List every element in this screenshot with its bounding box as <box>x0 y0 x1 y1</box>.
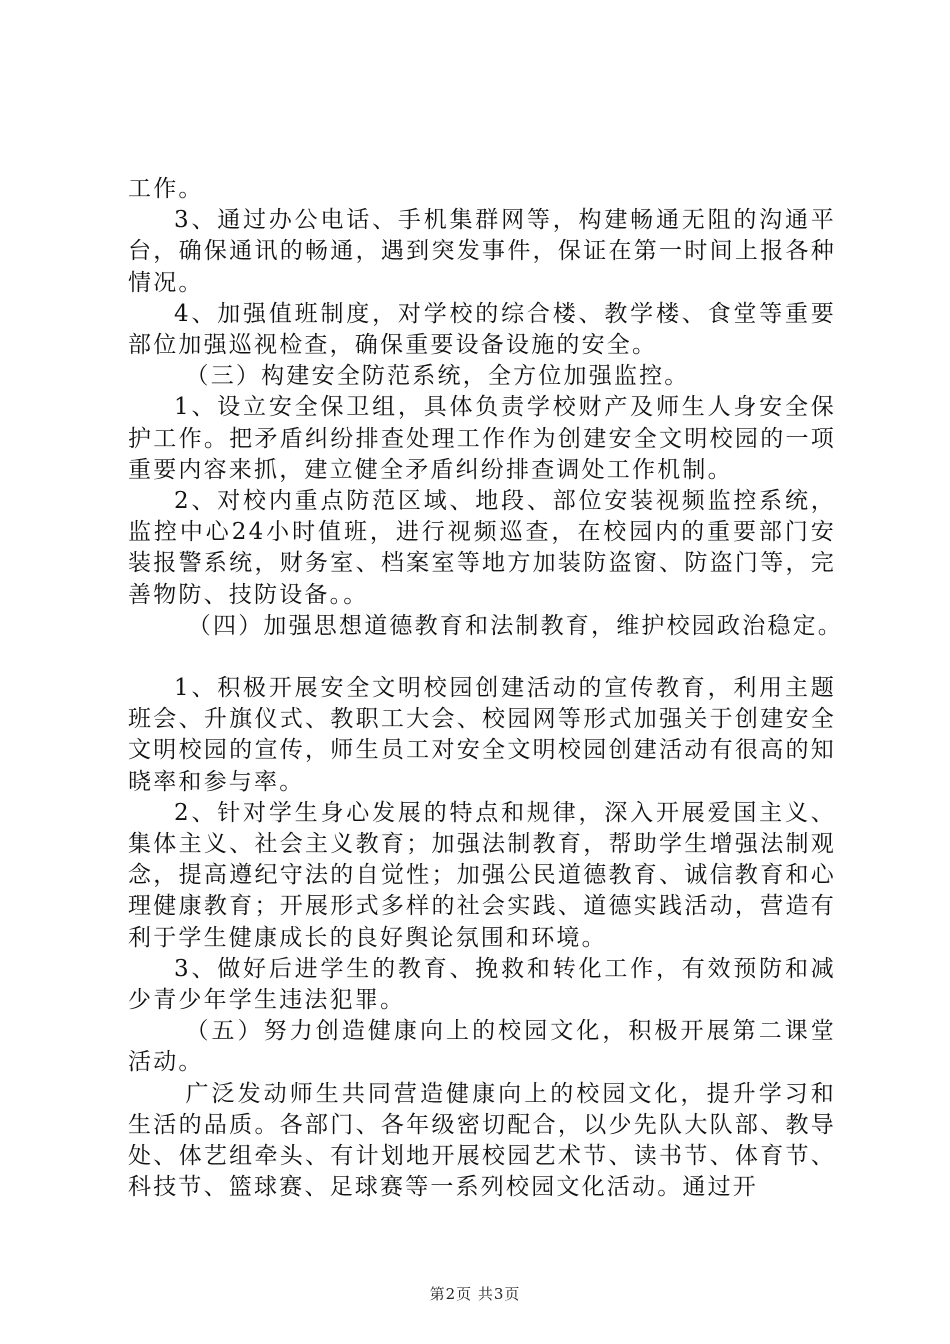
document-body <box>128 174 843 1204</box>
paragraph-continuation: 工作。 <box>128 176 204 202</box>
paragraph-item-1-publicity: 1、积极开展安全文明校园创建活动的宣传教育，利用主题班会、升旗仪式、教职工大会、校园网等形式加强关于创建安全文明校园的宣传，师生员工对安全文明校园创建活动有很高的知晓率和参与率。 <box>128 675 836 795</box>
section-heading-3: （三）构建安全防范系统，全方位加强监控。 <box>185 363 690 390</box>
paragraph-item-3-underachievers: 3、做好后进学生的教育、挽救和转化工作，有效预防和减少青少年学生违法犯罪。 <box>128 955 836 1014</box>
paragraph-item-2-video-monitoring: 2、对校内重点防范区域、地段、部位安装视频监控系统，监控中心24小时值班，进行视频巡查，在校园内的重要部门安装报警系统，财务室、档案室等地方加装防盗窗、防盗门等，完善物防、技防设备。。 <box>128 488 836 608</box>
paragraph-item-4-duty: 4、加强值班制度，对学校的综合楼、教学楼、食堂等重要部位加强巡视检查，确保重要设备设施的安全。 <box>128 300 836 359</box>
paragraph-item-3-communication: 3、通过办公电话、手机集群网等，构建畅通无阻的沟通平台，确保通讯的畅通，遇到突发事件，保证在第一时间上报各种情况。 <box>128 207 836 296</box>
paragraph-campus-culture: 广泛发动师生共同营造健康向上的校园文化，提升学习和生活的品质。各部门、各年级密切配合，以少先队大队部、教导处、体艺组牵头、有计划地开展校园艺术节、读书节、体育节、科技节、篮球赛、足球赛等一系列校园文化活动。通过开 <box>128 1080 836 1201</box>
paragraph-item-2-moral-education: 2、针对学生身心发展的特点和规律，深入开展爱国主义、集体主义、社会主义教育；加强法制教育，帮助学生增强法制观念，提高遵纪守法的自觉性；加强公民道德教育、诚信教育和心理健康教育；开展形式多样的社会实践、道德实践活动，营造有利于学生健康成长的良好舆论氛围和环境。 <box>128 799 836 951</box>
paragraph-item-1-security-team: 1、设立安全保卫组，具体负责学校财产及师生人身安全保护工作。把矛盾纠纷排查处理工作作为创建安全文明校园的一项重要内容来抓，建立健全矛盾纠纷排查调处工作机制。 <box>128 394 836 483</box>
paragraph-gap <box>128 642 836 673</box>
section-heading-4: （四）加强思想道德教育和法制教育，维护校园政治稳定。 <box>187 612 843 639</box>
section-heading-5: （五）努力创造健康向上的校园文化，积极开展第二课堂活动。 <box>128 1018 836 1076</box>
page-number-footer: 第2页 共3页 <box>429 1285 521 1303</box>
